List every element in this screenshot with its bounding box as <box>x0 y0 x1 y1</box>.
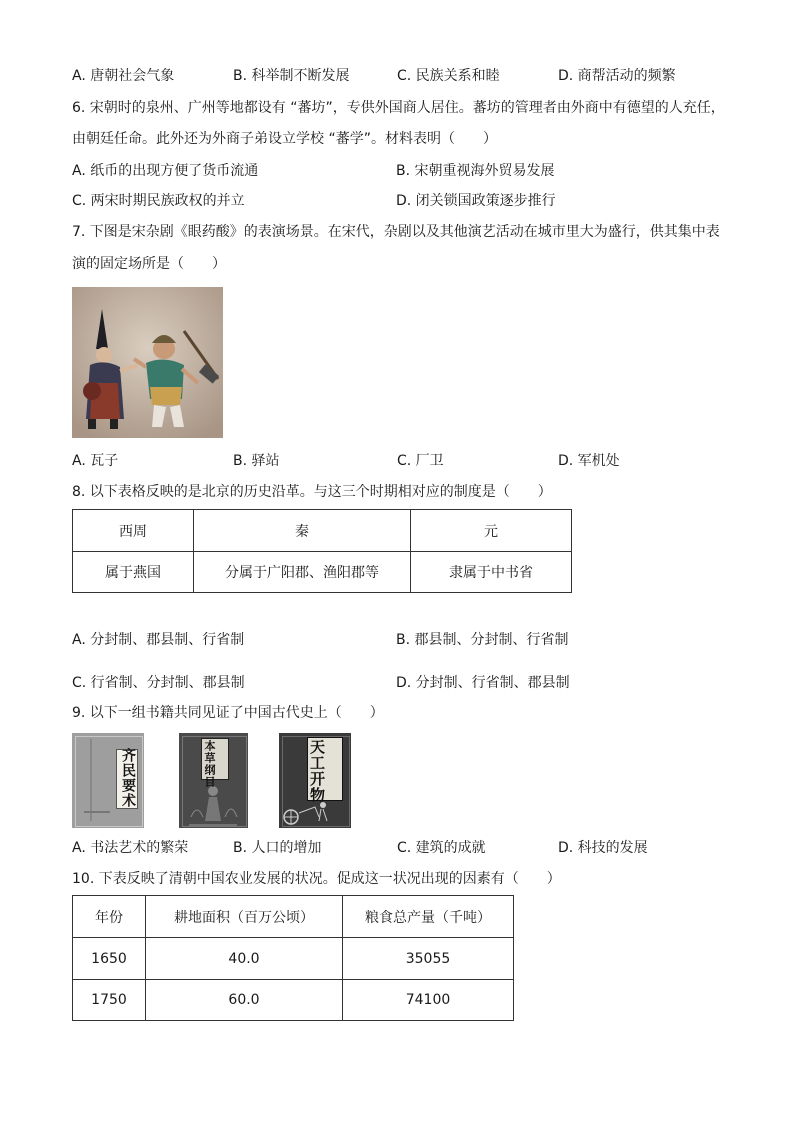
q8-options-row1 <box>72 630 732 650</box>
q10-cell-grain-1650: 35055 <box>343 938 514 980</box>
q10-cell-farmland-1750: 60.0 <box>146 980 343 1021</box>
q9-option-d: D. 科技的发展 <box>558 840 648 856</box>
q6-option-a: A. 纸币的出现方便了货币流通 <box>72 163 259 179</box>
q9-stem: 9. 以下一组书籍共同见证了中国古代史上（ ） <box>72 705 384 721</box>
book-title-tiangong-kaiwu: 天工开物 <box>308 739 326 803</box>
q8-history-table <box>72 509 572 593</box>
q7-option-c: C. 厂卫 <box>397 453 444 469</box>
q10-header-grain: 粮食总产量（千吨） <box>343 896 514 938</box>
q8-header-qin: 秦 <box>194 510 411 552</box>
q6-options-row1 <box>72 161 732 181</box>
q7-option-b: B. 驿站 <box>233 453 280 469</box>
q6-options-row2 <box>72 191 732 211</box>
q8-header-west-zhou: 西周 <box>73 510 194 552</box>
q8-header-yuan: 元 <box>411 510 572 552</box>
q10-header-year: 年份 <box>73 896 146 938</box>
q7-options <box>72 451 732 471</box>
q10-stem: 10. 下表反映了清朝中国农业发展的状况。促成这一状况出现的因素有（ ） <box>72 871 561 887</box>
q7-stem-line2: 演的固定场所是（ ） <box>72 256 226 272</box>
q10-cell-farmland-1650: 40.0 <box>146 938 343 980</box>
q7-option-a: A. 瓦子 <box>72 453 119 469</box>
q8-option-d: D. 分封制、行省制、郡县制 <box>396 675 570 691</box>
q9-book-images <box>72 733 362 828</box>
q5-options <box>72 66 732 86</box>
q8-cell-qin: 分属于广阳郡、渔阳郡等 <box>194 552 411 593</box>
q7-stem-line1: 7. 下图是宋杂剧《眼药酸》的表演场景。在宋代，杂剧以及其他演艺活动在城市里大为盛行，供其集中表 <box>72 224 720 240</box>
q5-option-a: A. 唐朝社会气象 <box>72 68 175 84</box>
q6-option-b: B. 宋朝重视海外贸易发展 <box>396 163 555 179</box>
q8-option-b: B. 郡县制、分封制、行省制 <box>396 632 569 648</box>
q10-header-farmland: 耕地面积（百万公顷） <box>146 896 343 938</box>
q10-cell-year-1750: 1750 <box>73 980 146 1021</box>
q5-option-d: D. 商帮活动的频繁 <box>558 68 676 84</box>
q8-cell-yuan: 隶属于中书省 <box>411 552 572 593</box>
q8-cell-west-zhou: 属于燕国 <box>73 552 194 593</box>
q9-option-b: B. 人口的增加 <box>233 840 322 856</box>
q10-cell-grain-1750: 74100 <box>343 980 514 1021</box>
book-title-bencao-gangmu: 本草纲目 <box>203 740 216 788</box>
q8-option-a: A. 分封制、郡县制、行省制 <box>72 632 245 648</box>
q6-option-d: D. 闭关锁国政策逐步推行 <box>396 193 556 209</box>
q6-option-c: C. 两宋时期民族政权的并立 <box>72 193 245 209</box>
q6-stem-line1: 6. 宋朝时的泉州、广州等地都设有 “蕃坊”，专供外国商人居住。蕃坊的管理者由外商中有德望的人充任， <box>72 100 725 116</box>
q8-stem: 8. 以下表格反映的是北京的历史沿革。与这三个时期相对应的制度是（ ） <box>72 484 552 500</box>
q9-option-c: C. 建筑的成就 <box>397 840 486 856</box>
q10-agriculture-table <box>72 895 514 1021</box>
q5-option-b: B. 科举制不断发展 <box>233 68 350 84</box>
q5-option-c: C. 民族关系和睦 <box>397 68 500 84</box>
q8-option-c: C. 行省制、分封制、郡县制 <box>72 675 245 691</box>
q9-options <box>72 838 732 858</box>
q10-cell-year-1650: 1650 <box>73 938 146 980</box>
q6-stem-line2: 由朝廷任命。此外还为外商子弟设立学校 “蕃学”。材料表明（ ） <box>72 131 497 147</box>
book-title-qimin-yaoshu: 齐民要术 <box>120 748 136 808</box>
q9-option-a: A. 书法艺术的繁荣 <box>72 840 189 856</box>
q7-option-d: D. 军机处 <box>558 453 620 469</box>
q8-options-row2 <box>72 673 732 693</box>
zaju-performance-photo <box>72 287 223 438</box>
